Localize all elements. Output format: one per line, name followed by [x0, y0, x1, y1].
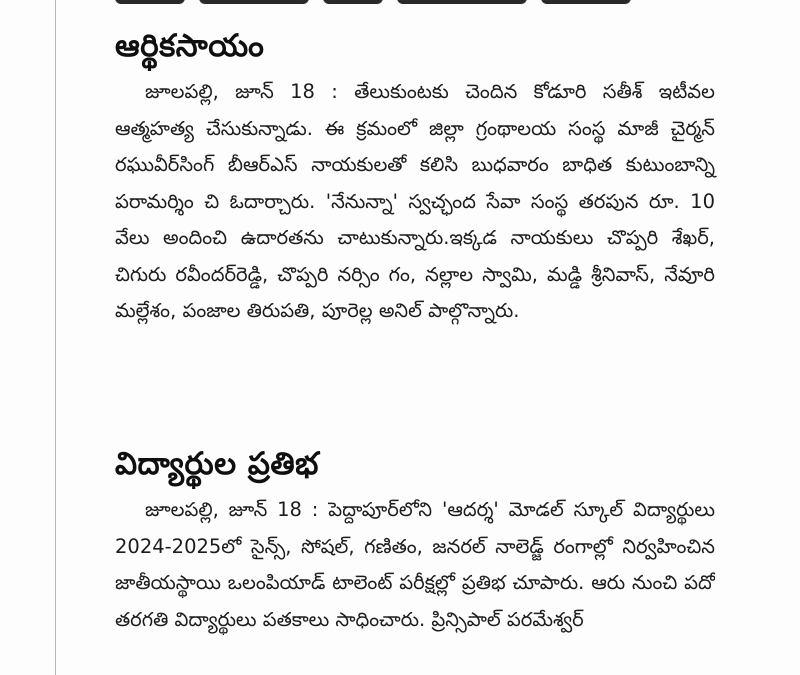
- article-dateline: జూలపల్లి, జూన్ 18 :: [145, 80, 338, 103]
- article-body: [115, 492, 715, 638]
- article-financial-aid: [115, 22, 715, 330]
- article-text: తేలుకుంటకు చెందిన కోడూరి సతీశ్ ఇటీవల ఆత్మహత్య చేసుకున్నాడు. ఈ క్రమంలో జిల్లా గ్రంథాలయ సంస్థ మాజీ చైర్మన్ రఘువీర్‌సింగ్ బీఆర్ఎస్ నాయకులతో కలిసి బుధవారం బాధిత కుటుంబాన్ని పరామర్శిం చి ఓదార్చారు. 'నేనున్నా' స్వచ్ఛంద సేవా సంస్థ తరపున రూ. 10 వేలు అందించి ఉదారతను చాటుకున్నారు.ఇక్కడ నాయకులు చొప్పరి శేఖర్, చిగురు రవీందర్‌రెడ్డి, చొప్పరి నర్సిం గం, నల్లాల స్వామి, మడ్డి శ్రీనివాస్, నేవూరి మల్లేశం, పంజాల తిరుపతి, పూరెల్ల అనిల్ పాల్గొన్నారు.: [115, 80, 715, 322]
- column-divider: [55, 0, 56, 675]
- article-text: పెద్దాపూర్‌లోని 'ఆదర్శ' మోడల్ స్కూల్ విద్యార్థులు 2024-2025లో సైన్స్, సోషల్, గణితం, జనరల్ నాలెడ్జ్ రంగాల్లో నిర్వహించిన జాతీయస్థాయి ఒలంపియాడ్ టాలెంట్ పరీక్షల్లో ప్రతిభ చూపారు. ఆరు నుంచి పదో తరగతి విద్యార్థులు పతకాలు సాధించారు. ప్రిన్సిపాల్ పరమేశ్వర్: [115, 498, 715, 631]
- article-headline: ఆర్థికసాయం: [115, 28, 265, 64]
- previous-article-fragment: [115, 0, 675, 4]
- article-dateline: జూలపల్లి, జూన్ 18 :: [145, 498, 319, 521]
- article-body: [115, 74, 715, 330]
- article-headline: విద్యార్థుల ప్రతిభ: [115, 446, 319, 482]
- article-student-talent: [115, 440, 715, 638]
